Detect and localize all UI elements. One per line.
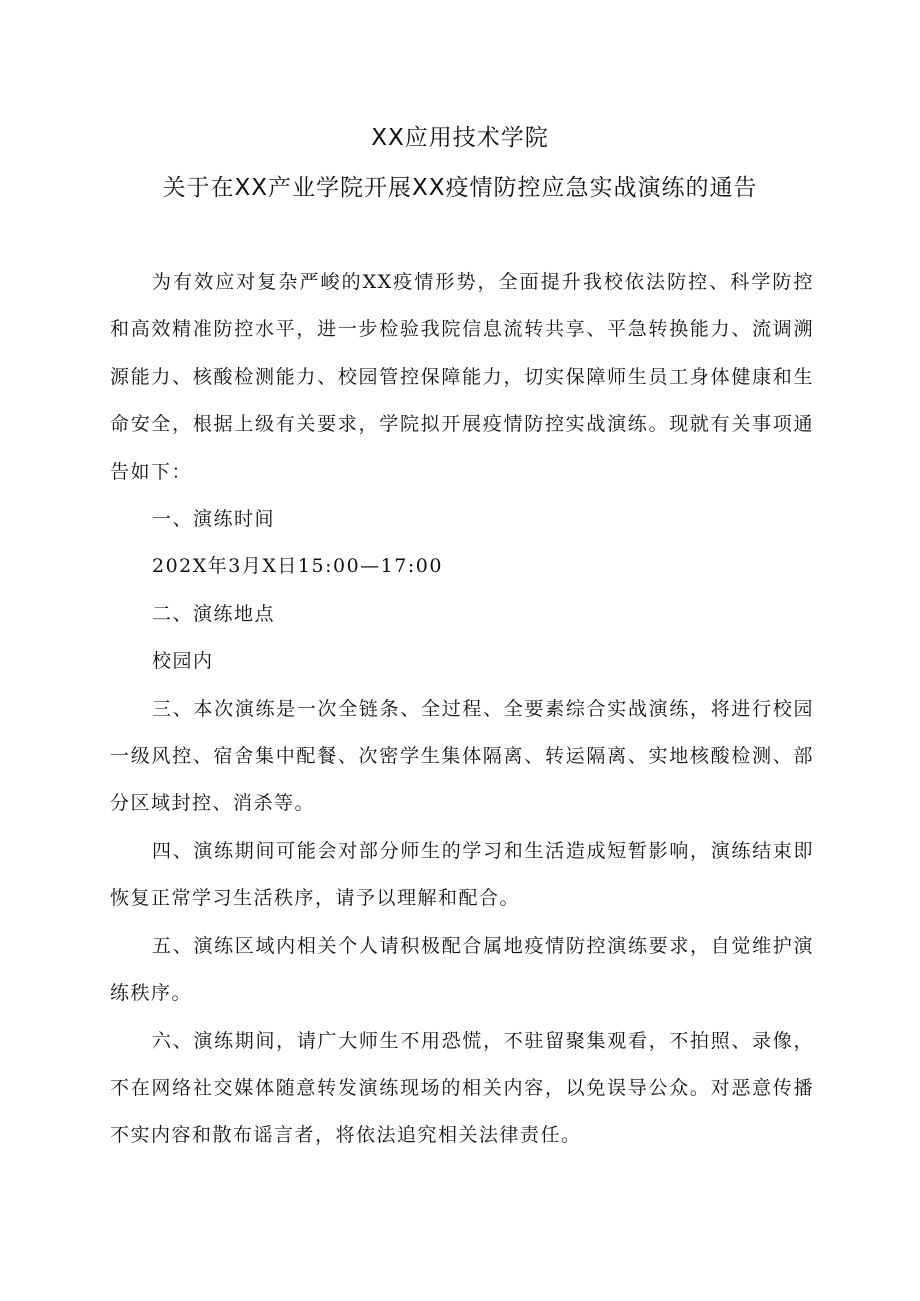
- item6-paragraph: 六、演练期间，请广大师生不用恐慌，不驻留聚集观看，不拍照、录像，不在网络社交媒体随意转发演练现场的相关内容，以免误导公众。对恶意传播不实内容和散布谣言者，将依法追究相关法律责任。: [110, 1029, 814, 1147]
- item5-paragraph: 五、演练区域内相关个人请积极配合属地疫情防控演练要求，自觉维护演练秩序。: [110, 934, 814, 1005]
- section2-content: 校园内: [152, 650, 214, 673]
- item4-paragraph: 四、演练期间可能会对部分师生的学习和生活造成短暂影响，演练结束即恢复正常学习生活秩序，请予以理解和配合。: [110, 839, 814, 910]
- notice-title: 关于在XX产业学院开展XX疫情防控应急实战演练的通告: [162, 175, 758, 201]
- intro-paragraph: 为有效应对复杂严峻的XX疫情形势，全面提升我校依法防控、科学防控和高效精准防控水平，进一步检验我院信息流转共享、平急转换能力、流调溯源能力、核酸检测能力、校园管控保障能力，切实保障师生员工身体健康和生命安全，根据上级有关要求，学院拟开展疫情防控实战演练。现就有关事项通告如下：: [110, 271, 814, 483]
- institution-title: XX应用技术学院: [371, 125, 549, 151]
- document-body: [110, 259, 814, 1160]
- section1-content: 202X年3月X日15:00—17:00: [152, 555, 443, 578]
- item3-paragraph: 三、本次演练是一次全链条、全过程、全要素综合实战演练，将进行校园一级风控、宿舍集中配餐、次密学生集体隔离、转运隔离、实地核酸检测、部分区域封控、消杀等。: [110, 697, 814, 815]
- section2-heading: 二、演练地点: [152, 602, 276, 625]
- section1-heading: 一、演练时间: [152, 508, 276, 531]
